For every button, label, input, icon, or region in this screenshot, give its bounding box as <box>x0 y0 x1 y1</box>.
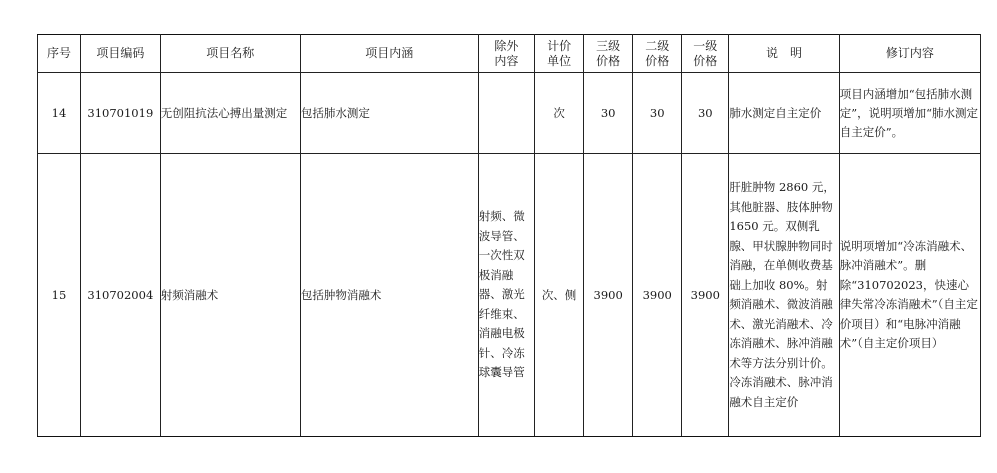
header-unit-line2: 单位 <box>547 53 572 68</box>
cell-seq: 14 <box>38 73 81 154</box>
header-exclude-line2: 内容 <box>494 53 519 68</box>
header-level3 <box>584 35 633 73</box>
cell-unit: 次、侧 <box>535 154 584 437</box>
header-note-label: 说 明 <box>766 46 803 60</box>
cell-level3: 30 <box>584 73 633 154</box>
header-level2 <box>633 35 682 73</box>
header-revision <box>839 35 980 73</box>
header-seq-label: 序号 <box>46 46 71 60</box>
cell-exclude-text: 射频、微波导管、一次性双极消融器、激光纤维束、消融电极针、冷冻球囊导管 <box>478 209 525 380</box>
cell-content: 包括肿物消融术 <box>300 154 478 437</box>
cell-seq: 15 <box>38 154 81 437</box>
cell-name <box>160 73 300 154</box>
cell-note <box>729 154 839 437</box>
cell-code: 310702004 <box>80 154 160 437</box>
cell-revision <box>839 73 980 154</box>
cell-note <box>729 73 839 154</box>
cell-level2: 3900 <box>633 154 682 437</box>
cell-code: 310701019 <box>80 73 160 154</box>
header-code-label: 项目编码 <box>96 46 145 60</box>
header-row <box>38 35 981 73</box>
cell-content: 包括肺水测定 <box>300 73 478 154</box>
cell-level1: 30 <box>682 73 729 154</box>
header-level1 <box>682 35 729 73</box>
cell-level2: 30 <box>633 73 682 154</box>
header-unit <box>535 35 584 73</box>
cell-exclude <box>478 154 534 437</box>
cell-exclude <box>478 73 534 154</box>
header-note <box>729 35 839 73</box>
header-exclude <box>478 35 534 73</box>
header-level1-line1: 一级 <box>693 38 718 53</box>
cell-unit: 次 <box>535 73 584 154</box>
header-level1-line2: 价格 <box>693 53 718 68</box>
cell-note-text: 肝脏肿物 2860 元，其他脏器、肢体肿物 1650 元。双侧乳腺、甲状腺肿物同时消融，在单侧收费基础上加收 80%。射频消融术、微波消融术、激光消融术、冷冻消融术、脉冲消融术等方法分别计价。冷冻消融术、脉冲消融术自主定价 <box>729 180 835 409</box>
header-seq <box>38 35 81 73</box>
cell-revision-text: 项目内涵增加“包括肺水测定”，说明项增加“肺水测定自主定价”。 <box>839 86 979 139</box>
header-level3-line2: 价格 <box>596 53 621 68</box>
header-level2-line1: 二级 <box>645 38 670 53</box>
header-level2-line2: 价格 <box>645 53 670 68</box>
header-exclude-line1: 除外 <box>494 38 519 53</box>
header-content-label: 项目内涵 <box>365 46 414 60</box>
fee-schedule-table <box>37 34 981 437</box>
header-content <box>300 35 478 73</box>
header-name-label: 项目名称 <box>206 46 255 60</box>
header-revision-label: 修订内容 <box>885 46 934 60</box>
header-level3-line1: 三级 <box>596 38 621 53</box>
cell-level1: 3900 <box>682 154 729 437</box>
cell-name: 射频消融术 <box>160 154 300 437</box>
header-code <box>80 35 160 73</box>
table-row <box>38 154 981 437</box>
table-row <box>38 73 981 154</box>
cell-revision <box>839 154 980 437</box>
header-name <box>160 35 300 73</box>
cell-note-text: 肺水测定自主定价 <box>729 105 822 120</box>
cell-revision-text: 说明项增加“冷冻消融术、脉冲消融术”。删除“310702023，快速心律失常冷冻消融术”（自主定价项目）和“电脉冲消融术”（自主定价项目） <box>839 238 978 350</box>
cell-level3: 3900 <box>584 154 633 437</box>
header-unit-line1: 计价 <box>547 38 572 53</box>
cell-name-text: 无创阻抗法心搏出量测定 <box>160 105 288 120</box>
